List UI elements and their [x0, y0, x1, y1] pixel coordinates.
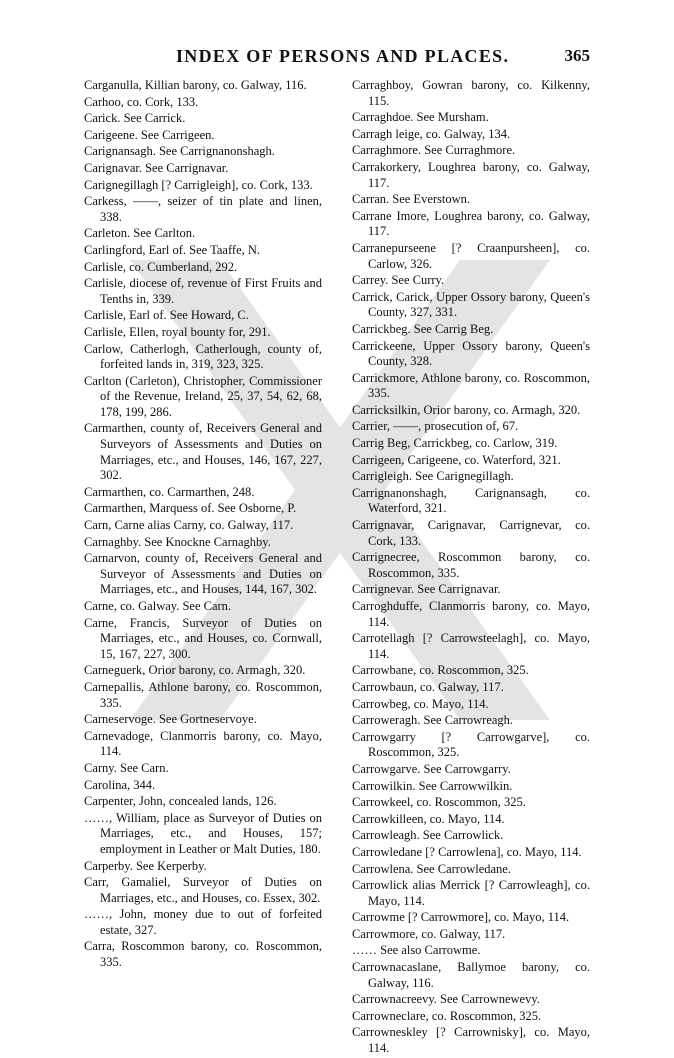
index-entry: Carlingford, Earl of. See Taaffe, N. — [84, 242, 261, 257]
index-entry: Carignegillagh [? Carrigleigh], co. Cork, 133. — [84, 177, 313, 192]
index-entry: Carrowlena. See Carrowledane. — [352, 861, 511, 876]
index-entry: Carr, Gamaliel, Surveyor of Duties on Marriages, etc., and Houses, co. Essex, 302. — [84, 875, 322, 905]
index-entry: Carperby. See Kerperby. — [84, 858, 207, 873]
index-entry: Carrowneskley [? Carrownisky], co. Mayo, 114. — [352, 1025, 590, 1056]
index-entry: Carleton. See Carlton. — [84, 226, 196, 241]
index-entry: Carroghduffe, Clanmorris barony, co. Mayo, 114. — [352, 599, 590, 629]
index-entry: Carra, Roscommon barony, co. Roscommon, 335. — [84, 939, 322, 970]
index-entry: Carn, Carne alias Carny, co. Galway, 117. — [84, 518, 294, 533]
index-entry: Carneguerk, Orior barony, co. Armagh, 320. — [84, 663, 306, 678]
index-entry: Carlton (Carleton), Christopher, Commissioner of the Revenue, Ireland, 25, 37, 54, 62, 68, 178, 199, 286. — [84, 373, 322, 419]
index-entry: Carrotellagh [? Carrowsteelagh], co. Mayo, 114. — [352, 631, 590, 661]
index-entry: Carrowneclare, co. Roscommon, 325. — [352, 1008, 542, 1023]
index-entry: Carny. See Carn. — [84, 760, 169, 775]
index-entry: Carrignevar. See Carrignavar. — [352, 582, 501, 597]
index-entry: Carrowgarve. See Carrowgarry. — [352, 761, 511, 776]
index-entry: Carrakorkery, Loughrea barony, co. Galway, 117. — [352, 159, 590, 190]
index-entry: Carragh leige, co. Galway, 134. — [352, 126, 511, 141]
index-entry: Carnevadoge, Clanmorris barony, co. Mayo, 114. — [84, 728, 322, 759]
index-entry: Carlisle, Earl of. See Howard, C. — [84, 308, 249, 323]
index-entry: Carrigleigh. See Carignegillagh. — [352, 469, 514, 484]
index-entry: Carrey. See Curry. — [352, 273, 445, 288]
index-entry: Carrowbeg, co. Mayo, 114. — [352, 696, 489, 711]
index-entry: Carrier, ——, prosecution of, 67. — [352, 419, 519, 434]
index-entry: Carganulla, Killian barony, co. Galway, 116. — [84, 78, 307, 92]
index-entry: Carrick, Carick, Upper Ossory barony, Queen's County, 327, 331. — [352, 289, 590, 320]
index-entry: Carkess, ——, seizer of tin plate and linen, 338. — [84, 194, 322, 224]
index-entry: ……, John, money due to out of forfeited estate, 327. — [84, 907, 322, 937]
index-entry: Carnepallis, Athlone barony, co. Roscommon, 335. — [84, 679, 322, 710]
index-entry: Carrownacaslane, Ballymoe barony, co. Galway, 116. — [352, 960, 590, 990]
index-entry: Carigeene. See Carrigeen. — [84, 127, 215, 142]
index-entry: Carrowbaun, co. Galway, 117. — [352, 679, 504, 694]
index-entry: Carnaghby. See Knockne Carnaghby. — [84, 534, 271, 549]
index-entry: Carrowkilleen, co. Mayo, 114. — [352, 811, 505, 826]
index-entry: Carrig Beg, Carrickbeg, co. Carlow, 319. — [352, 436, 558, 451]
index-entry: Carraghmore. See Curraghmore. — [352, 143, 516, 158]
index-entry: Carolina, 344. — [84, 777, 156, 792]
index-entry: Carrowbane, co. Roscommon, 325. — [352, 663, 529, 678]
index-entry: Carmarthen, Marquess of. See Osborne, P. — [84, 501, 297, 516]
index-entry: Carrignavar, Carignavar, Carrignevar, co. Cork, 133. — [352, 518, 590, 548]
index-entry: Carmarthen, co. Carmarthen, 248. — [84, 484, 255, 499]
index-entry: Carmarthen, county of, Receivers General and Surveyors of Assessments and Duties on Marriages, etc., and Houses, 146, 167, 227, 302. — [84, 421, 322, 483]
index-entry: ……, William, place as Surveyor of Duties on Marriages, etc., and Houses, 157; employment in Leather or Malt Duties, 180. — [84, 810, 322, 856]
index-entry: Carrickbeg. See Carrig Beg. — [352, 321, 494, 336]
index-entry: Carpenter, John, concealed lands, 126. — [84, 794, 277, 809]
index-entry: Carrowme [? Carrowmore], co. Mayo, 114. — [352, 910, 570, 925]
page-header — [84, 46, 590, 72]
index-entry: Carrigeen, Carigeene, co. Waterford, 321. — [352, 452, 561, 467]
index-entry: Carrowgarry [? Carrowgarve], co. Roscommon, 325. — [352, 729, 590, 760]
index-entry: Carignansagh. See Carrignanonshagh. — [84, 144, 275, 159]
index-column-left — [84, 78, 322, 972]
index-entry: Carrickmore, Athlone barony, co. Roscommon, 335. — [352, 370, 590, 401]
index-entry: Carhoo, co. Cork, 133. — [84, 94, 199, 109]
index-entry: Carrignanonshagh, Carignansagh, co. Waterford, 321. — [352, 485, 590, 516]
index-entry: Carrane Imore, Loughrea barony, co. Galway, 117. — [352, 208, 590, 239]
index-entry: Carrowmore, co. Galway, 117. — [352, 926, 506, 941]
index-entry: Carlow, Catherlogh, Catherlough, county of, forfeited lands in, 319, 323, 325. — [84, 341, 322, 372]
index-entry: Carricksilkin, Orior barony, co. Armagh, 320. — [352, 402, 581, 417]
index-entry: Carrowlick alias Merrick [? Carrowleagh], co. Mayo, 114. — [352, 878, 590, 908]
index-entry: Carrowilkin. See Carrowwilkin. — [352, 778, 513, 793]
index-column-right — [352, 78, 590, 1058]
index-entry: …… See also Carrowme. — [352, 943, 481, 958]
page-title: INDEX OF PERSONS AND PLACES. — [176, 46, 510, 66]
index-entry: Carranepurseene [? Craanpursheen], co. Carlow, 326. — [352, 240, 590, 271]
index-entry: Carrownacreevy. See Carrownewevy. — [352, 992, 540, 1007]
index-entry: Carrowkeel, co. Roscommon, 325. — [352, 795, 526, 810]
index-entry: Carignavar. See Carrignavar. — [84, 160, 229, 175]
index-entry: Carroweragh. See Carrowreagh. — [352, 713, 514, 728]
index-entry: Carnarvon, county of, Receivers General and Surveyor of Assessments and Duties on Marriages, etc., and Houses, 144, 167, 302. — [84, 551, 322, 597]
index-entry: Carneservoge. See Gortneservoye. — [84, 712, 257, 727]
index-entry: Carraghboy, Gowran barony, co. Kilkenny, 115. — [352, 78, 590, 108]
page-number: 365 — [564, 46, 590, 65]
index-entry: Carrignecree, Roscommon barony, co. Roscommon, 335. — [352, 550, 590, 580]
index-entry: Carne, Francis, Surveyor of Duties on Marriages, etc., and Houses, co. Cornwall, 15, 167, 227, 300. — [84, 615, 322, 661]
index-entry: Carrowleagh. See Carrowlick. — [352, 828, 504, 843]
index-entry: Carlisle, co. Cumberland, 292. — [84, 259, 238, 274]
index-entry: Carrowledane [? Carrowlena], co. Mayo, 114. — [352, 844, 582, 859]
index-entry: Carlisle, diocese of, revenue of First Fruits and Tenths in, 339. — [84, 276, 322, 306]
index-entry: Carne, co. Galway. See Carn. — [84, 599, 232, 613]
index-entry: Carick. See Carrick. — [84, 111, 186, 126]
index-entry: Carlisle, Ellen, royal bounty for, 291. — [84, 324, 271, 339]
index-entry: Carran. See Everstown. — [352, 192, 471, 207]
index-entry: Carraghdoe. See Mursham. — [352, 110, 489, 125]
index-entry: Carrickeene, Upper Ossory barony, Queen's County, 328. — [352, 338, 590, 369]
